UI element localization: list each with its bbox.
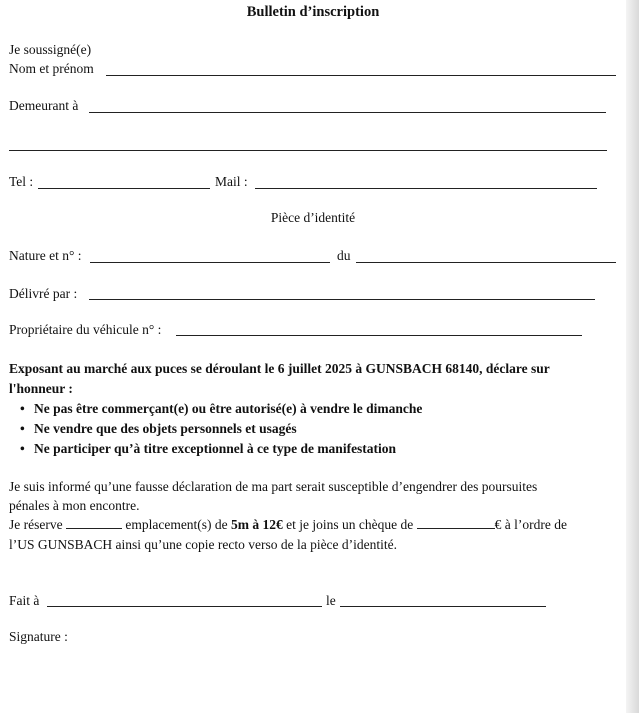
declaration-item: • Ne participer qu’à titre exceptionnel à ce type de manifestation: [20, 441, 397, 456]
fait-a-label: Fait à: [9, 593, 40, 608]
soussigne-label: Je soussigné(e): [9, 42, 92, 57]
nature-field[interactable]: [90, 262, 330, 263]
delivre-field[interactable]: [89, 299, 595, 300]
date-field[interactable]: [340, 606, 546, 607]
reserve-text-line2: l’US GUNSBACH ainsi qu’une copie recto verso de la pièce d’identité.: [9, 537, 398, 552]
cheque-amount-field[interactable]: [417, 517, 495, 529]
bullet-icon: •: [20, 421, 25, 436]
fait-a-field[interactable]: [47, 606, 322, 607]
exposant-text-line2: l'honneur :: [9, 381, 73, 396]
address-field-line1[interactable]: [89, 112, 606, 113]
page-edge: [626, 0, 639, 713]
du-label: du: [337, 248, 351, 263]
form-title: Bulletin d’inscription: [246, 4, 380, 20]
proprietaire-label: Propriétaire du véhicule n° :: [9, 322, 162, 337]
emplacement-count-field[interactable]: [66, 517, 122, 529]
declaration-item: • Ne pas être commerçant(e) ou être autorisé(e) à vendre le dimanche: [20, 401, 423, 416]
le-label: le: [326, 593, 336, 608]
vehicle-number-field[interactable]: [176, 335, 582, 336]
tel-label: Tel :: [9, 174, 34, 189]
nom-prenom-field[interactable]: [106, 75, 616, 76]
demeurant-label: Demeurant à: [9, 98, 79, 113]
informe-text-line2: pénales à mon encontre.: [9, 498, 140, 513]
bullet-icon: •: [20, 441, 25, 456]
exposant-text-line1: Exposant au marché aux puces se déroulant le 6 juillet 2025 à GUNSBACH 68140, déclare sur: [9, 361, 550, 376]
delivre-label: Délivré par :: [9, 286, 78, 301]
informe-text-line1: Je suis informé qu’une fausse déclaration de ma part serait susceptible d’engendrer des poursuites: [9, 479, 538, 494]
bullet-icon: •: [20, 401, 25, 416]
declaration-item: • Ne vendre que des objets personnels et usagés: [20, 421, 297, 436]
nom-prenom-label: Nom et prénom: [9, 61, 94, 76]
mail-field[interactable]: [255, 188, 597, 189]
address-field-line2[interactable]: [9, 150, 607, 151]
tel-field[interactable]: [38, 188, 210, 189]
du-field[interactable]: [356, 262, 616, 263]
reserve-text-line1: Je réserve emplacement(s) de 5m à 12€ et je joins un chèque de € à l’ordre de: [9, 517, 567, 532]
nature-label: Nature et n° :: [9, 248, 82, 263]
piece-identite-heading: Pièce d’identité: [270, 210, 356, 225]
signature-label: Signature :: [9, 629, 68, 644]
mail-label: Mail :: [215, 174, 248, 189]
